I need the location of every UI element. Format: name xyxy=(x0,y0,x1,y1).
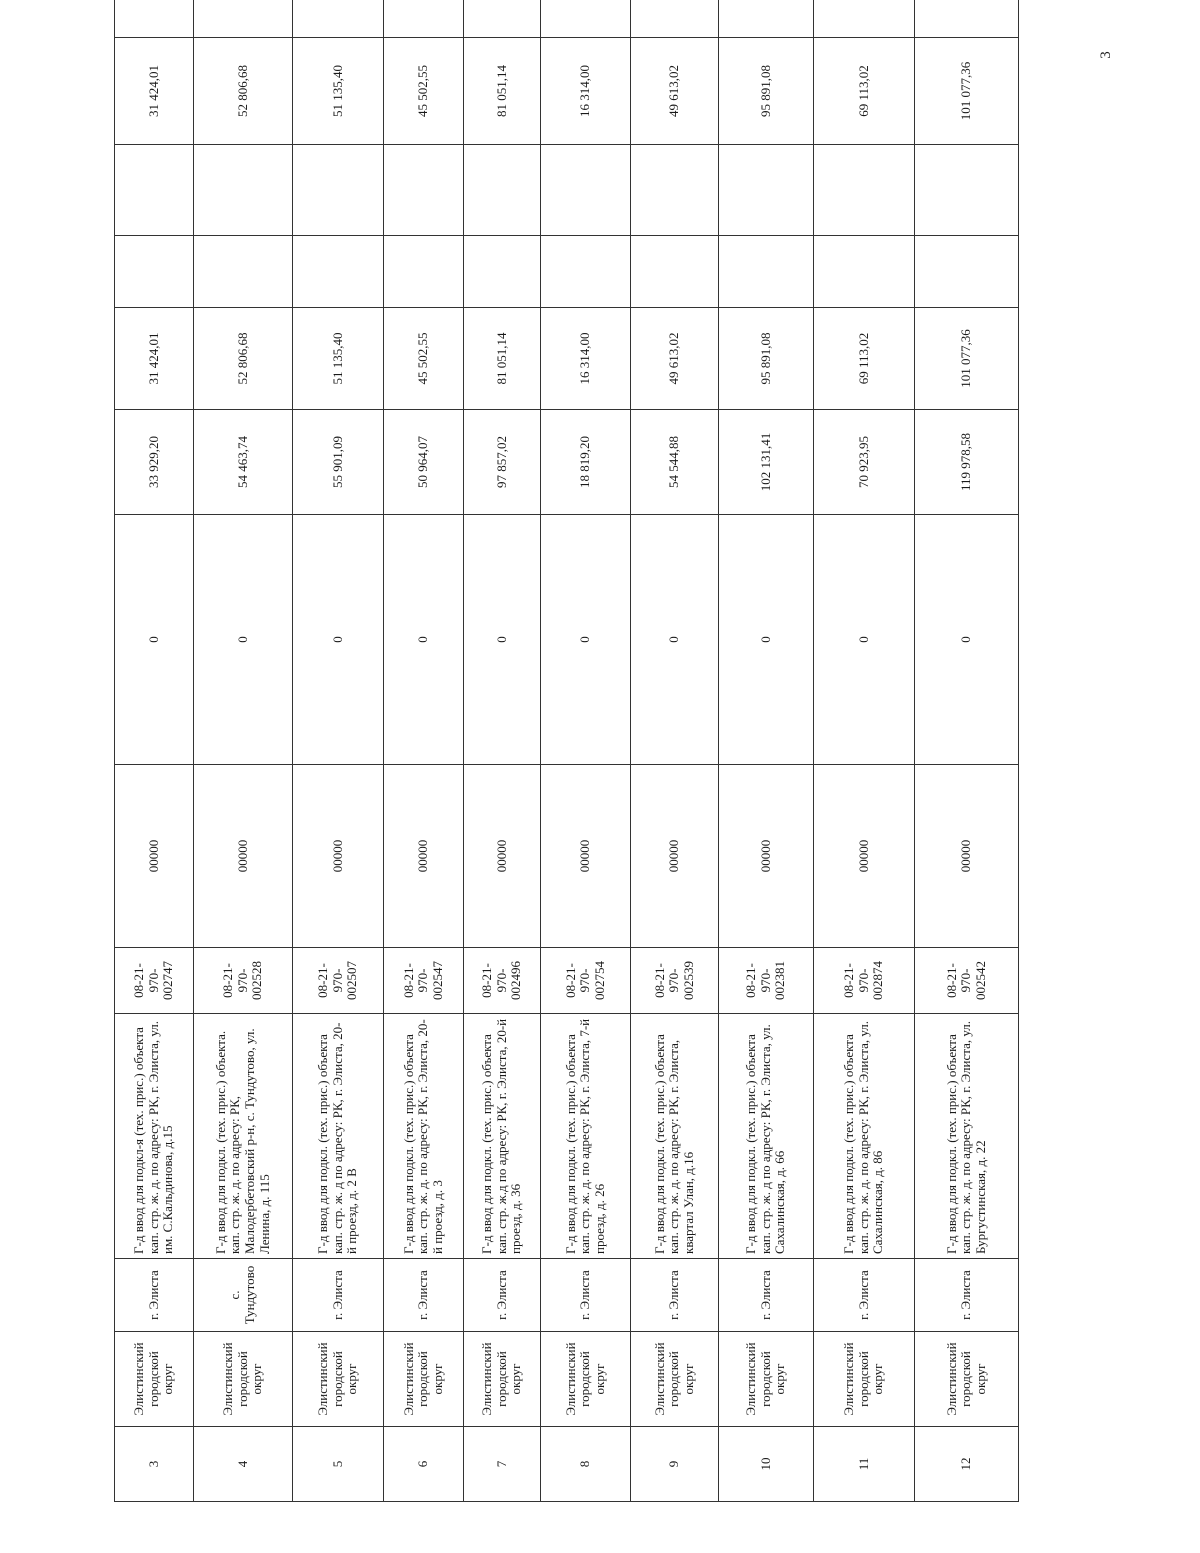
amount-2-cell: 69 113,02 xyxy=(814,308,915,410)
amount-6-cell xyxy=(194,0,293,38)
contract-number-cell: 08-21-970-002496 xyxy=(464,948,541,1014)
contract-number-cell: 08-21-970-002539 xyxy=(631,948,719,1014)
zero-value-cell: 0 xyxy=(915,515,1019,765)
amount-3-cell xyxy=(464,236,541,308)
district-cell: Элистинский городской округ xyxy=(631,1332,719,1427)
locality-cell: г. Элиста xyxy=(293,1259,384,1332)
locality-cell: г. Элиста xyxy=(814,1259,915,1332)
zero-value-cell: 0 xyxy=(814,515,915,765)
amount-1-cell: 97 857,02 xyxy=(464,410,541,515)
amount-6-cell xyxy=(631,0,719,38)
locality-cell: г. Элиста xyxy=(115,1259,194,1332)
amount-1-cell: 102 131,41 xyxy=(719,410,814,515)
amount-3-cell xyxy=(384,236,464,308)
amount-3-cell xyxy=(541,236,631,308)
amount-2-cell: 95 891,08 xyxy=(719,308,814,410)
amount-6-cell xyxy=(719,0,814,38)
table-row xyxy=(115,0,194,1502)
contract-number-cell: 08-21-970-002747 xyxy=(115,948,194,1014)
amount-2-cell: 45 502,55 xyxy=(384,308,464,410)
amount-2-cell: 31 424,01 xyxy=(115,308,194,410)
amount-1-cell: 119 978,58 xyxy=(915,410,1019,515)
amount-4-cell xyxy=(814,145,915,236)
table-row xyxy=(464,0,541,1502)
table-row xyxy=(194,0,293,1502)
code-cell: 00000 xyxy=(814,765,915,948)
amount-4-cell xyxy=(384,145,464,236)
code-cell: 00000 xyxy=(194,765,293,948)
amount-2-cell: 81 051,14 xyxy=(464,308,541,410)
contract-number-cell: 08-21-970-002381 xyxy=(719,948,814,1014)
code-cell: 00000 xyxy=(719,765,814,948)
amount-1-cell: 70 923,95 xyxy=(814,410,915,515)
code-cell: 00000 xyxy=(541,765,631,948)
amount-5-cell: 52 806,68 xyxy=(194,38,293,145)
table-row xyxy=(541,0,631,1502)
code-cell: 00000 xyxy=(464,765,541,948)
district-cell: Элистинский городской округ xyxy=(194,1332,293,1427)
amount-3-cell xyxy=(915,236,1019,308)
code-cell: 00000 xyxy=(115,765,194,948)
amount-4-cell xyxy=(631,145,719,236)
amount-5-cell: 49 613,02 xyxy=(631,38,719,145)
zero-value-cell: 0 xyxy=(293,515,384,765)
row-number: 9 xyxy=(631,1427,719,1502)
code-cell: 00000 xyxy=(384,765,464,948)
amount-1-cell: 50 964,07 xyxy=(384,410,464,515)
amount-6-cell xyxy=(541,0,631,38)
amount-4-cell xyxy=(719,145,814,236)
locality-cell: г. Элиста xyxy=(719,1259,814,1332)
amount-4-cell xyxy=(293,145,384,236)
table-row xyxy=(631,0,719,1502)
amount-4-cell xyxy=(915,145,1019,236)
amount-1-cell: 33 929,20 xyxy=(115,410,194,515)
contract-number-cell: 08-21-970-002507 xyxy=(293,948,384,1014)
amount-6-cell xyxy=(115,0,194,38)
description-cell: Г-д ввод для подкл. (тех. прис.) объекта кап. стр. ж. д. по адресу: РК, г. Элиста, ул. Сахалинская, д. 86 xyxy=(814,1014,915,1259)
amount-6-cell xyxy=(814,0,915,38)
locality-cell: г. Элиста xyxy=(541,1259,631,1332)
description-cell: Г-д ввод для подкл. (тех. прис.) объекта кап. стр. ж. д. по адресу: РК, г. Элиста, 7-й проезд, д. 26 xyxy=(541,1014,631,1259)
amount-2-cell: 101 077,36 xyxy=(915,308,1019,410)
description-cell: Г-д ввод для подкл. (тех. прис.) объекта кап. стр. ж. д. по адресу: РК, г. Элиста, квартал Улан, д.16 xyxy=(631,1014,719,1259)
amount-3-cell xyxy=(194,236,293,308)
amount-1-cell: 54 544,88 xyxy=(631,410,719,515)
amount-5-cell: 31 424,01 xyxy=(115,38,194,145)
row-number: 5 xyxy=(293,1427,384,1502)
locality-cell: г. Элиста xyxy=(915,1259,1019,1332)
table-row xyxy=(719,0,814,1502)
page-number: 3 xyxy=(1098,51,1114,59)
amount-3-cell xyxy=(631,236,719,308)
amount-5-cell: 101 077,36 xyxy=(915,38,1019,145)
amount-6-cell xyxy=(915,0,1019,38)
contract-number-cell: 08-21-970-002874 xyxy=(814,948,915,1014)
contract-number-cell: 08-21-970-002547 xyxy=(384,948,464,1014)
row-number: 8 xyxy=(541,1427,631,1502)
code-cell: 00000 xyxy=(293,765,384,948)
amount-6-cell xyxy=(384,0,464,38)
locality-cell: г. Элиста xyxy=(384,1259,464,1332)
district-cell: Элистинский городской округ xyxy=(115,1332,194,1427)
table-row xyxy=(814,0,915,1502)
table-row xyxy=(915,0,1019,1502)
amount-1-cell: 18 819,20 xyxy=(541,410,631,515)
description-cell: Г-д ввод для подкл. (тех. прис.) объекта кап. стр. ж. д по адресу: РК, г. Элиста, 20-й проезд, д. 2 В xyxy=(293,1014,384,1259)
amount-5-cell: 69 113,02 xyxy=(814,38,915,145)
table-row xyxy=(384,0,464,1502)
table-row xyxy=(293,0,384,1502)
description-cell: Г-д ввод для подкл. (тех. прис.) объекта кап. стр. ж.д по адресу: РК, г. Элиста, 20-й проезд, д. 36 xyxy=(464,1014,541,1259)
amount-3-cell xyxy=(719,236,814,308)
amount-3-cell xyxy=(293,236,384,308)
amount-1-cell: 54 463,74 xyxy=(194,410,293,515)
zero-value-cell: 0 xyxy=(719,515,814,765)
amount-2-cell: 49 613,02 xyxy=(631,308,719,410)
amount-5-cell: 16 314,00 xyxy=(541,38,631,145)
description-cell: Г-д ввод для подкл. (тех. прис.) объекта кап. стр. ж. д. по адресу: РК, г. Элиста, 20-й проезд, д. 3 xyxy=(384,1014,464,1259)
amount-4-cell xyxy=(464,145,541,236)
locality-cell: с. Тундутово xyxy=(194,1259,293,1332)
rotated-table-container xyxy=(114,46,1061,1502)
locality-cell: г. Элиста xyxy=(464,1259,541,1332)
district-cell: Элистинский городской округ xyxy=(814,1332,915,1427)
amount-6-cell xyxy=(293,0,384,38)
district-cell: Элистинский городской округ xyxy=(384,1332,464,1427)
row-number: 7 xyxy=(464,1427,541,1502)
amount-5-cell: 45 502,55 xyxy=(384,38,464,145)
amount-4-cell xyxy=(194,145,293,236)
amount-1-cell: 55 901,09 xyxy=(293,410,384,515)
contract-number-cell: 08-21-970-002754 xyxy=(541,948,631,1014)
district-cell: Элистинский городской округ xyxy=(541,1332,631,1427)
amount-3-cell xyxy=(814,236,915,308)
zero-value-cell: 0 xyxy=(631,515,719,765)
row-number: 12 xyxy=(915,1427,1019,1502)
amount-4-cell xyxy=(541,145,631,236)
district-cell: Элистинский городской округ xyxy=(915,1332,1019,1427)
amount-5-cell: 81 051,14 xyxy=(464,38,541,145)
objects-table xyxy=(114,0,1019,1502)
description-cell: Г-д ввод для подкл-я (тех. прис.) объекта кап. стр. ж. д. по адресу: РК, г. Элиста, ул. им. С.Кальдинова, д.15 xyxy=(115,1014,194,1259)
contract-number-cell: 08-21-970-002528 xyxy=(194,948,293,1014)
amount-2-cell: 52 806,68 xyxy=(194,308,293,410)
zero-value-cell: 0 xyxy=(464,515,541,765)
amount-5-cell: 95 891,08 xyxy=(719,38,814,145)
description-cell: Г-д ввод для подкл. (тех. прис.) объекта кап. стр. ж. д по адресу: РК, г. Элиста, ул. Сахалинская, д. 66 xyxy=(719,1014,814,1259)
zero-value-cell: 0 xyxy=(541,515,631,765)
code-cell: 00000 xyxy=(915,765,1019,948)
contract-number-cell: 08-21-970-002542 xyxy=(915,948,1019,1014)
amount-2-cell: 51 135,40 xyxy=(293,308,384,410)
amount-6-cell xyxy=(464,0,541,38)
row-number: 11 xyxy=(814,1427,915,1502)
description-cell: Г-д ввод для подкл. (тех. прис.) объекта. кап. стр. ж. д. по адресу: РК, Малодербетовский р-н, с. Тундутово, ул. Ленина, д. 115 xyxy=(194,1014,293,1259)
row-number: 3 xyxy=(115,1427,194,1502)
district-cell: Элистинский городской округ xyxy=(293,1332,384,1427)
row-number: 4 xyxy=(194,1427,293,1502)
row-number: 10 xyxy=(719,1427,814,1502)
row-number: 6 xyxy=(384,1427,464,1502)
amount-5-cell: 51 135,40 xyxy=(293,38,384,145)
zero-value-cell: 0 xyxy=(115,515,194,765)
amount-4-cell xyxy=(115,145,194,236)
table-body xyxy=(115,0,1019,1502)
zero-value-cell: 0 xyxy=(194,515,293,765)
code-cell: 00000 xyxy=(631,765,719,948)
description-cell: Г-д ввод для подкл. (тех. прис.) объекта кап. стр. ж. д. по адресу: РК, г. Элиста, ул. Бургустинская, д. 22 xyxy=(915,1014,1019,1259)
amount-2-cell: 16 314,00 xyxy=(541,308,631,410)
amount-3-cell xyxy=(115,236,194,308)
locality-cell: г. Элиста xyxy=(631,1259,719,1332)
district-cell: Элистинский городской округ xyxy=(464,1332,541,1427)
zero-value-cell: 0 xyxy=(384,515,464,765)
district-cell: Элистинский городской округ xyxy=(719,1332,814,1427)
